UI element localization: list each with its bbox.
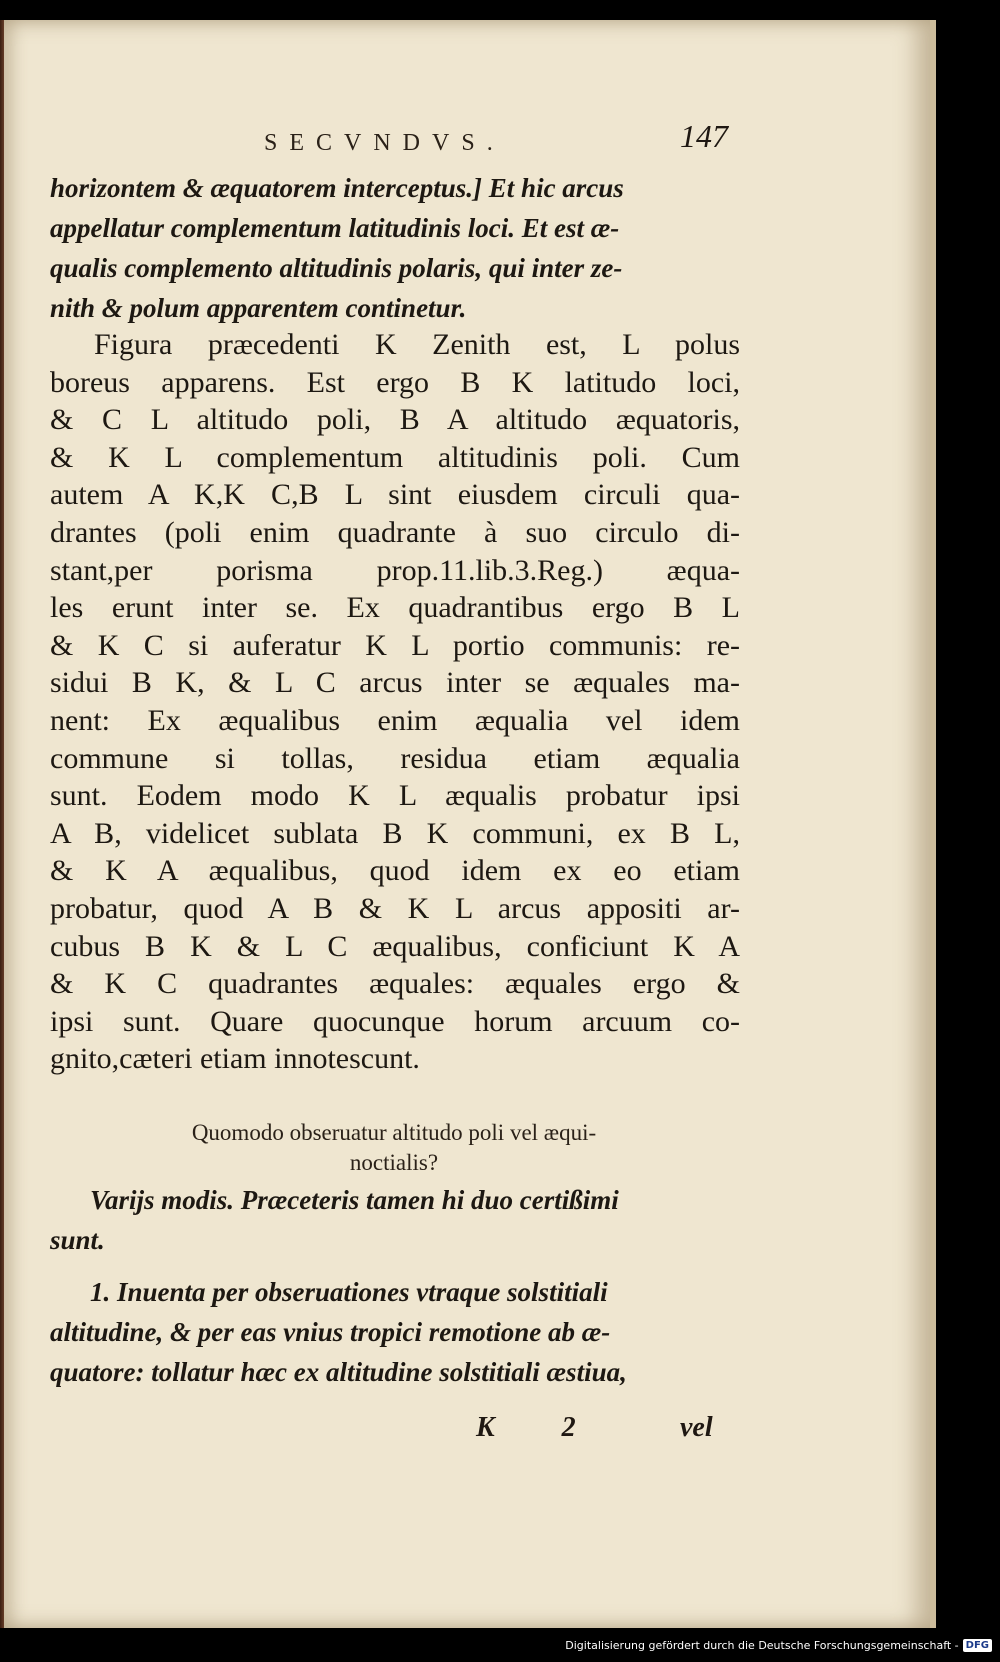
body-paragraph <box>50 326 740 1078</box>
text-line: probatur, quod A B & K L arcus appositi ar- <box>50 891 740 925</box>
signature-mark: K 2 <box>476 1412 606 1443</box>
text-line: drantes (poli enim quadrante à suo circulo di- <box>50 515 740 549</box>
text-line: qualis complemento altitudinis polaris, qui inter ze- <box>50 253 623 283</box>
text-line: sunt. Eodem modo K L æqualis probatur ipsi <box>50 779 740 813</box>
page-number: 147 <box>680 118 728 154</box>
text-line: ipsi sunt. Quare quocunque horum arcuum co- <box>50 1004 740 1038</box>
text-line: quatore: tollatur hæc ex altitudine solstitiali æstiua, <box>50 1357 627 1387</box>
section-heading <box>114 1118 674 1178</box>
heading-line: noctialis? <box>349 1150 439 1175</box>
text-line: autem A K,K C,B L sint eiusdem circuli qua- <box>50 478 740 512</box>
catchword: vel <box>680 1412 713 1443</box>
dfg-logo: DFG <box>963 1639 992 1652</box>
text-line: & K A æqualibus, quod idem ex eo etiam <box>50 854 740 888</box>
text-line: nith & polum apparentem continetur. <box>50 293 467 323</box>
text-line: Varijs modis. Præceteris tamen hi duo certißimi <box>90 1185 619 1215</box>
text-line: & K C quadrantes æquales: æquales ergo & <box>50 967 740 1001</box>
text-line: horizontem & æquatorem interceptus.] Et hic arcus <box>50 173 624 203</box>
text-line: altitudine, & per eas vnius tropici remotione ab æ- <box>50 1317 611 1347</box>
text-line: commune si tollas, residua etiam æqualia <box>50 741 740 775</box>
top-italic-block <box>50 168 740 328</box>
text-line: & K C si auferatur K L portio communis: re- <box>50 628 740 662</box>
text-line: nent: Ex æqualibus enim æqualia vel idem <box>50 703 740 737</box>
digitization-credit <box>565 1639 992 1652</box>
catchline <box>4 1412 930 1452</box>
text-line: sidui B K, & L C arcus inter se æquales ma- <box>50 666 740 700</box>
running-title: SECVNDVS. <box>264 130 505 156</box>
heading-line: Quomodo obseruatur altitudo poli vel æqui- <box>191 1120 597 1145</box>
credit-text: Digitalisierung gefördert durch die Deutsche Forschungsgemeinschaft - <box>565 1639 959 1652</box>
text-line: les erunt inter se. Ex quadrantibus ergo B L <box>50 591 740 625</box>
text-line: & K L complementum altitudinis poli. Cum <box>50 440 740 474</box>
text-line: boreus apparens. Est ergo B K latitudo loci, <box>50 365 740 399</box>
text-line: stant,per porisma prop.11.lib.3.Reg.) æqua- <box>50 553 740 587</box>
text-line: 1. Inuenta per obseruationes vtraque solstitiali <box>90 1277 608 1307</box>
text-line: Figura præcedenti K Zenith est, L polus <box>94 328 740 361</box>
point-italic-block <box>50 1272 740 1392</box>
text-line: & C L altitudo poli, B A altitudo æquatoris, <box>50 403 740 437</box>
running-header <box>4 112 930 156</box>
answer-italic-block <box>50 1180 740 1260</box>
text-line: cubus B K & L C æqualibus, conficiunt K A <box>50 929 740 963</box>
text-line: appellatur complementum latitudinis loci. Et est æ- <box>50 213 620 243</box>
text-line: gnito,cæteri etiam innotescunt. <box>50 1042 420 1076</box>
text-line: sunt. <box>50 1225 105 1255</box>
text-line: A B, videlicet sublata B K communi, ex B L, <box>50 816 740 850</box>
book-page <box>4 20 936 1628</box>
